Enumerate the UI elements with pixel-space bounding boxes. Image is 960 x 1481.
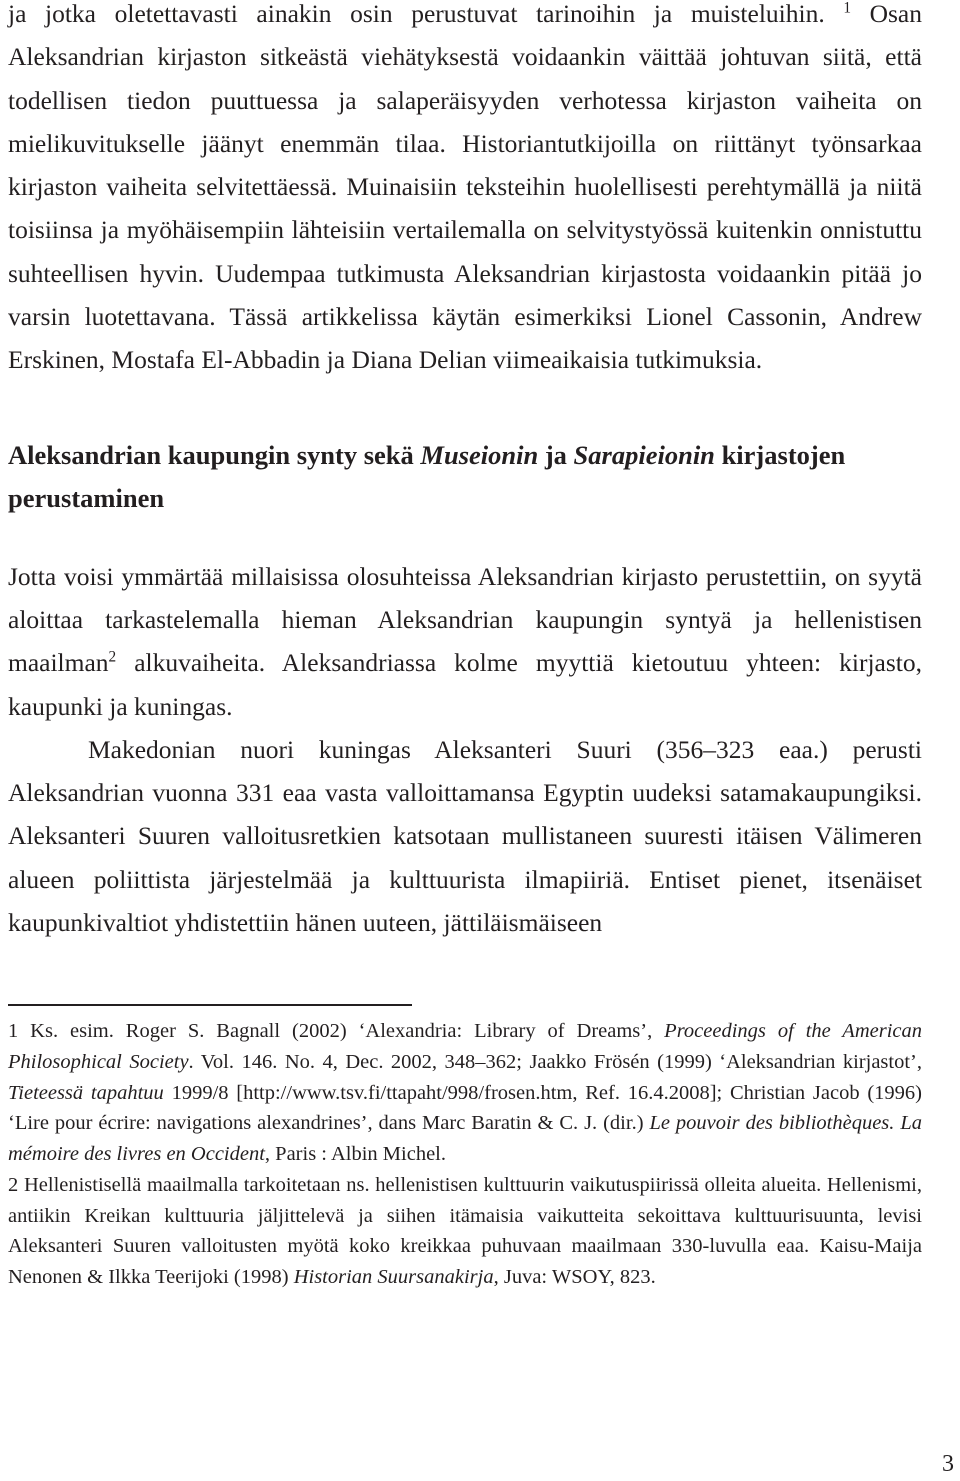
footnote-divider [8,1004,412,1006]
footnote-reference[interactable]: 2 [108,648,117,666]
paragraph-text: Makedonian nuori kuningas Aleksanteri Suuri (356–323 eaa.) perusti Aleksandrian vuonna 331 eaa vasta valloittamansa Egyptin uudeksi satamakaupungiksi. Aleksanteri Suuren valloitusretkien katsotaan mullistaneen suuresti itäisen Välimeren alueen poliittista järjestelmää ja kulttuurista ilmapiiriä. Entiset pienet, itsenäiset kaupunkivaltiot yhdistettiin hänen uuteen, jättiläismäiseen [8,734,922,938]
footnotes [8,1016,922,1292]
heading-italic-text: Sarapieionin [573,439,715,470]
footnote-reference[interactable]: 1 [843,0,851,17]
footnote-text: 2 Hellenistisellä maailmalla tarkoitetaan ns. hellenistisen kulttuurin vaikutuspiirissä olleita alueita. Hellenismi, antiikin Kreikan kulttuuria jäljittelevä ja siihen itämaisia vaikutteita sekoittava kulttuurisuunta, levisi Aleksanteri Suuren valloitusten myötä koko kreikkaa puhuvaan maailmaan 330-luvulla eaa. Kaisu-Maija Nenonen & Ilkka Teerijoki (1998) [8,1173,922,1288]
paragraph-text: Jotta voisi ymmärtää millaisissa olosuhteissa Aleksandrian kirjasto perustettiin, on syytä aloittaa tarkastelemalla hieman Aleksandrian kaupungin syntyä ja hellenistisen maailman [8,561,922,678]
footnote-text: . Vol. 146. No. 4, Dec. 2002, 348–362; Jaakko Frösén (1999) ‘Aleksandrian kirjastot’, [188,1051,922,1074]
heading-text: ja [538,439,574,470]
section-heading [8,434,922,520]
footnote-italic-text: Historian Suursanakirja [293,1265,494,1288]
footnote-text: , Juva: WSOY, 823. [493,1265,656,1288]
footnote-2 [8,1170,922,1293]
footnote-italic-text: Le pouvoir des bibliothèques. La mémoire des livres en Occident [8,1112,922,1166]
footnote-text: , Paris : Albin Michel. [264,1143,446,1166]
body-paragraph [8,728,922,944]
body-paragraph [8,0,922,382]
footnote-1 [8,1016,922,1170]
heading-text: kirjastojen perustaminen [8,439,846,513]
footnote-italic-text: Tieteessä tapahtuu [8,1081,164,1104]
body-paragraph [8,555,922,728]
heading-text: Aleksandrian kaupungin synty sekä [8,439,421,470]
heading-italic-text: Museionin [420,439,539,470]
footnote-text: 1 Ks. esim. Roger S. Bagnall (2002) ‘Alexandria: Library of Dreams’, [8,1020,665,1043]
page-number: 3 [942,1451,954,1477]
footnote-text: 1999/8 [http://www.tsv.fi/ttapaht/998/frosen.htm, Ref. 16.4.2008]; Christian Jacob (1996) ‘Lire pour écrire: navigations alexandrines’, dans Marc Baratin & C. J. (dir.) [8,1081,922,1135]
paragraph-text: Osan Aleksandrian kirjaston sitkeästä viehätyksestä voidaankin väittää johtuvan siitä, että todellisen tiedon puuttuessa ja salaperäisyyden verhotessa kirjaston vaiheita on mielikuvitukselle jäänyt enemmän tilaa. Historiantutkijoilla on riittänyt työnsarkaa kirjaston vaiheita selvitettäessä. Muinaisiin teksteihin huolellisesti perehtymällä ja niitä toisiinsa ja myöhäisempiin lähteisiin vertailemalla on selvitystyössä kuitenkin onnistuttu suhteellisen hyvin. Uudempaa tutkimusta Aleksandrian kirjastosta voidaankin pitää jo varsin luotettavana. Tässä artikkelissa käytän esimerkiksi Lionel Cassonin, Andrew Erskinen, Mostafa El-Abbadin ja Diana Delian viimeaikaisia tutkimuksia. [8,0,922,375]
paragraph-text: alkuvaiheita. Aleksandriassa kolme myyttiä kietoutuu yhteen: kirjasto, kaupunki ja kuningas. [8,648,922,721]
paragraph-text: ja jotka oletettavasti ainakin osin perustuvat tarinoihin ja muisteluihin. [8,0,844,28]
document-page [8,0,922,1293]
footnote-italic-text: Proceedings of the American Philosophical Society [8,1020,923,1074]
